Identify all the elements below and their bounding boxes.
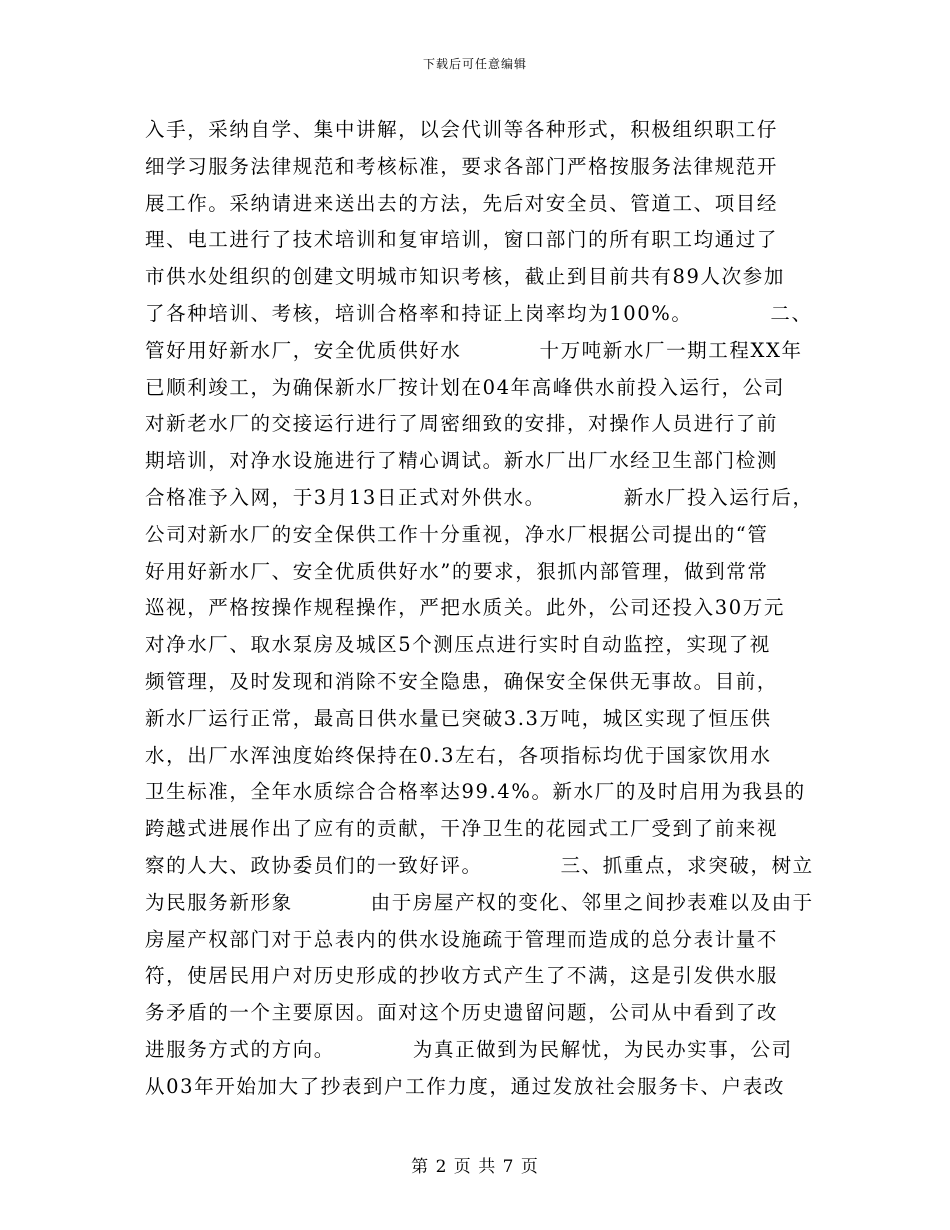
text-line: 好用好新水厂、安全优质供好水”的要求，狠抓内部管理，做到常常 — [145, 559, 769, 583]
text-line: 细学习服务法律规范和考核标准，要求各部门严格按服务法律规范开 — [145, 154, 779, 178]
text-line: 市供水处组织的创建文明城市知识考核，截止到目前共有89人次参加 — [145, 265, 785, 289]
text-line: 为民服务新形象 由于房屋产权的变化、邻里之间抄表难以及由于 — [145, 890, 814, 914]
text-line: 合格准予入网，于3月13日正式对外供水。 新水厂投入运行后， — [145, 485, 814, 509]
text-line: 展工作。采纳请进来送出去的方法，先后对安全员、管道工、项目经 — [145, 191, 779, 215]
document-body — [145, 112, 815, 1106]
text-line: 新水厂运行正常，最高日供水量已突破3.3万吨，城区实现了恒压供 — [145, 706, 772, 730]
text-line: 期培训，对净水设施进行了精心调试。新水厂出厂水经卫生部门检测 — [145, 449, 779, 473]
text-line: 理、电工进行了技术培训和复审培训，窗口部门的所有职工均通过了 — [145, 228, 779, 252]
text-line: 务矛盾的一个主要原因。面对这个历史遗留问题，公司从中看到了改 — [145, 1001, 779, 1025]
text-line: 管好用好新水厂，安全优质供好水 十万吨新水厂一期工程XX年 — [145, 338, 803, 362]
text-line: 公司对新水厂的安全保供工作十分重视，净水厂根据公司提出的“管 — [145, 522, 769, 546]
text-line: 察的人大、政协委员们的一致好评。 三、抓重点，求突破，树立 — [145, 853, 814, 877]
text-line: 跨越式进展作出了应有的贡献，干净卫生的花园式工厂受到了前来视 — [145, 817, 779, 841]
text-line: 入手，采纳自学、集中讲解，以会代训等各种形式，积极组织职工仔 — [145, 118, 779, 141]
text-line: 已顺利竣工，为确保新水厂按计划在04年高峰供水前投入运行，公司 — [145, 375, 785, 399]
text-line: 频管理，及时发现和消除不安全隐患，确保安全保供无事故。目前， — [145, 669, 779, 693]
page-number-footer: 第 2 页 共 7 页 — [411, 1157, 539, 1177]
text-line: 从03年开始加大了抄表到户工作力度，通过发放社会服务卡、户表改 — [145, 1074, 785, 1098]
text-line: 巡视，严格按操作规程操作，严把水质关。此外，公司还投入30万元 — [145, 596, 785, 620]
text-line: 符，使居民用户对历史形成的抄收方式产生了不满，这是引发供水服 — [145, 964, 779, 988]
page-header: 下载后可任意编辑 — [422, 57, 527, 71]
text-line: 对新老水厂的交接运行进行了周密细致的安排，对操作人员进行了前 — [145, 412, 779, 436]
text-line: 了各种培训、考核，培训合格率和持证上岗率均为100%。 二、 — [145, 301, 813, 325]
text-line: 水，出厂水浑浊度始终保持在0.3左右，各项指标均优于国家饮用水 — [145, 743, 772, 767]
text-line: 房屋产权部门对于总表内的供水设施疏于管理而造成的总分表计量不 — [145, 927, 779, 951]
text-line: 进服务方式的方向。 为真正做到为民解忧，为民办实事，公司 — [145, 1037, 793, 1061]
text-line: 卫生标准，全年水质综合合格率达99.4%。新水厂的及时启用为我县的 — [145, 780, 806, 804]
text-line: 对净水厂、取水泵房及城区5个测压点进行实时自动监控，实现了视 — [145, 633, 771, 657]
